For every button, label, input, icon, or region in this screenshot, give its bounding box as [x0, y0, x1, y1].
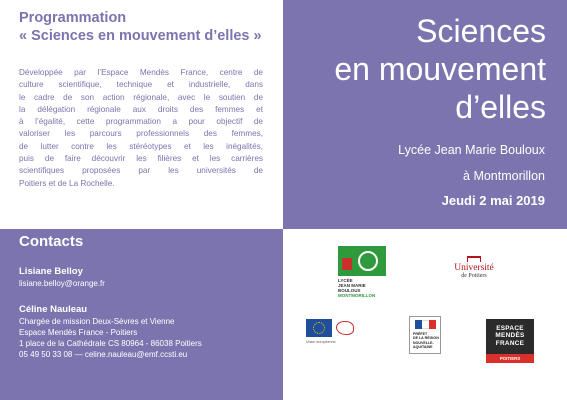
eu-flag-icon [306, 319, 332, 337]
emf-logo-line2: MENDÈS [495, 332, 525, 340]
programme-description-line: valoriser les parcours professionnels des femmes, [19, 129, 263, 139]
lycee-logo-line2: JEAN MARIE BOULOUX [338, 283, 366, 293]
espace-mendes-france-logo [486, 319, 534, 363]
eu-logo-caption: Union européenne [306, 340, 336, 344]
republique-logo-line3: NOUVELLE-AQUITAINE [413, 340, 434, 350]
contact-2-role: Chargée de mission Deux-Sèvres et Vienne [19, 317, 175, 326]
programme-description-line: Poitiers et de La Rochelle. [19, 178, 115, 188]
logos-panel [283, 229, 567, 400]
flag-red-band [429, 320, 436, 329]
programme-heading-line1: Programmation [19, 10, 127, 26]
programme-description-line: Développée par l’Espace Mendès France, centre de [19, 68, 263, 77]
programme-description-line: de lutter contre les stéréotypes et les inégalités, [19, 141, 263, 151]
universite-poitiers-logo [450, 256, 498, 286]
event-title [334, 12, 546, 126]
programme-description [19, 67, 263, 190]
contacts-panel [0, 229, 283, 400]
lycee-logo-circle [358, 251, 378, 271]
contact-1-name: Lisiane Belloy [19, 266, 83, 277]
lycee-logo-line1: LYCÉE [338, 278, 353, 283]
lycee-logo [338, 246, 388, 298]
flag-blue-band [415, 320, 422, 329]
contact-2-phone-email[interactable]: 05 49 50 33 08 — celine.nauleau@emf.ccsti.eu [19, 350, 188, 359]
event-date: Jeudi 2 mai 2019 [441, 193, 545, 208]
emf-logo-line3: FRANCE [495, 339, 525, 347]
contact-2-name: Céline Nauleau [19, 304, 88, 315]
emf-logo-text [486, 319, 534, 347]
programme-description-line: à l’égalité, cette programmation a pour objectif de [19, 117, 263, 127]
event-title-line2: en mouvement [334, 51, 546, 87]
programme-description-line: puis de faire découvrir les filières et les carrières [19, 154, 263, 164]
programme-heading [19, 9, 262, 45]
lycee-logo-line3: MONTMORILLON [338, 293, 376, 298]
republique-logo-line1: PRÉFET [413, 332, 428, 336]
programme-heading-line2: « Sciences en mouvement d’elles » [19, 28, 262, 44]
event-title-line3: d’elles [455, 89, 546, 125]
contact-2-address: 1 place de la Cathédrale CS 80964 - 86038 Poitiers [19, 339, 202, 348]
republique-francaise-logo [409, 316, 441, 354]
emf-logo-line1: ESPACE [496, 325, 524, 332]
eu-stars-icon [313, 322, 325, 334]
event-panel [283, 0, 567, 229]
republique-logo-line2: DE LA RÉGION [413, 336, 439, 341]
lycee-logo-text [338, 278, 388, 298]
contact-2-org: Espace Mendès France - Poitiers [19, 328, 138, 337]
programme-description-line: le cadre de son action régionale, avec le soutien de [19, 92, 263, 102]
flag-white-band [422, 320, 429, 329]
event-title-line1: Sciences [416, 13, 546, 49]
contacts-heading: Contacts [19, 233, 84, 250]
programme-description-line: scientifiques proposées par les universités de [19, 166, 263, 176]
event-city: à Montmorillon [463, 169, 545, 183]
universite-crest-icon [467, 256, 481, 262]
emf-logo-footer: POITIERS [486, 354, 534, 363]
lycee-logo-red-mark [342, 258, 352, 270]
event-venue: Lycée Jean Marie Bouloux [398, 143, 545, 157]
eu-region-logo [306, 319, 360, 349]
contact-1-email[interactable]: lisiane.belloy@orange.fr [19, 279, 105, 288]
programme-description-line: culture scientifique, technique et industrielle, dans [19, 80, 263, 90]
programme-description-line: la délégation régionale aux droits des femmes et [19, 104, 263, 114]
region-mark-icon [336, 321, 354, 335]
programme-panel [0, 0, 283, 229]
universite-logo-line1: Université [454, 263, 494, 273]
republique-logo-text [413, 332, 440, 350]
universite-logo-line2: de Poitiers [461, 273, 487, 279]
